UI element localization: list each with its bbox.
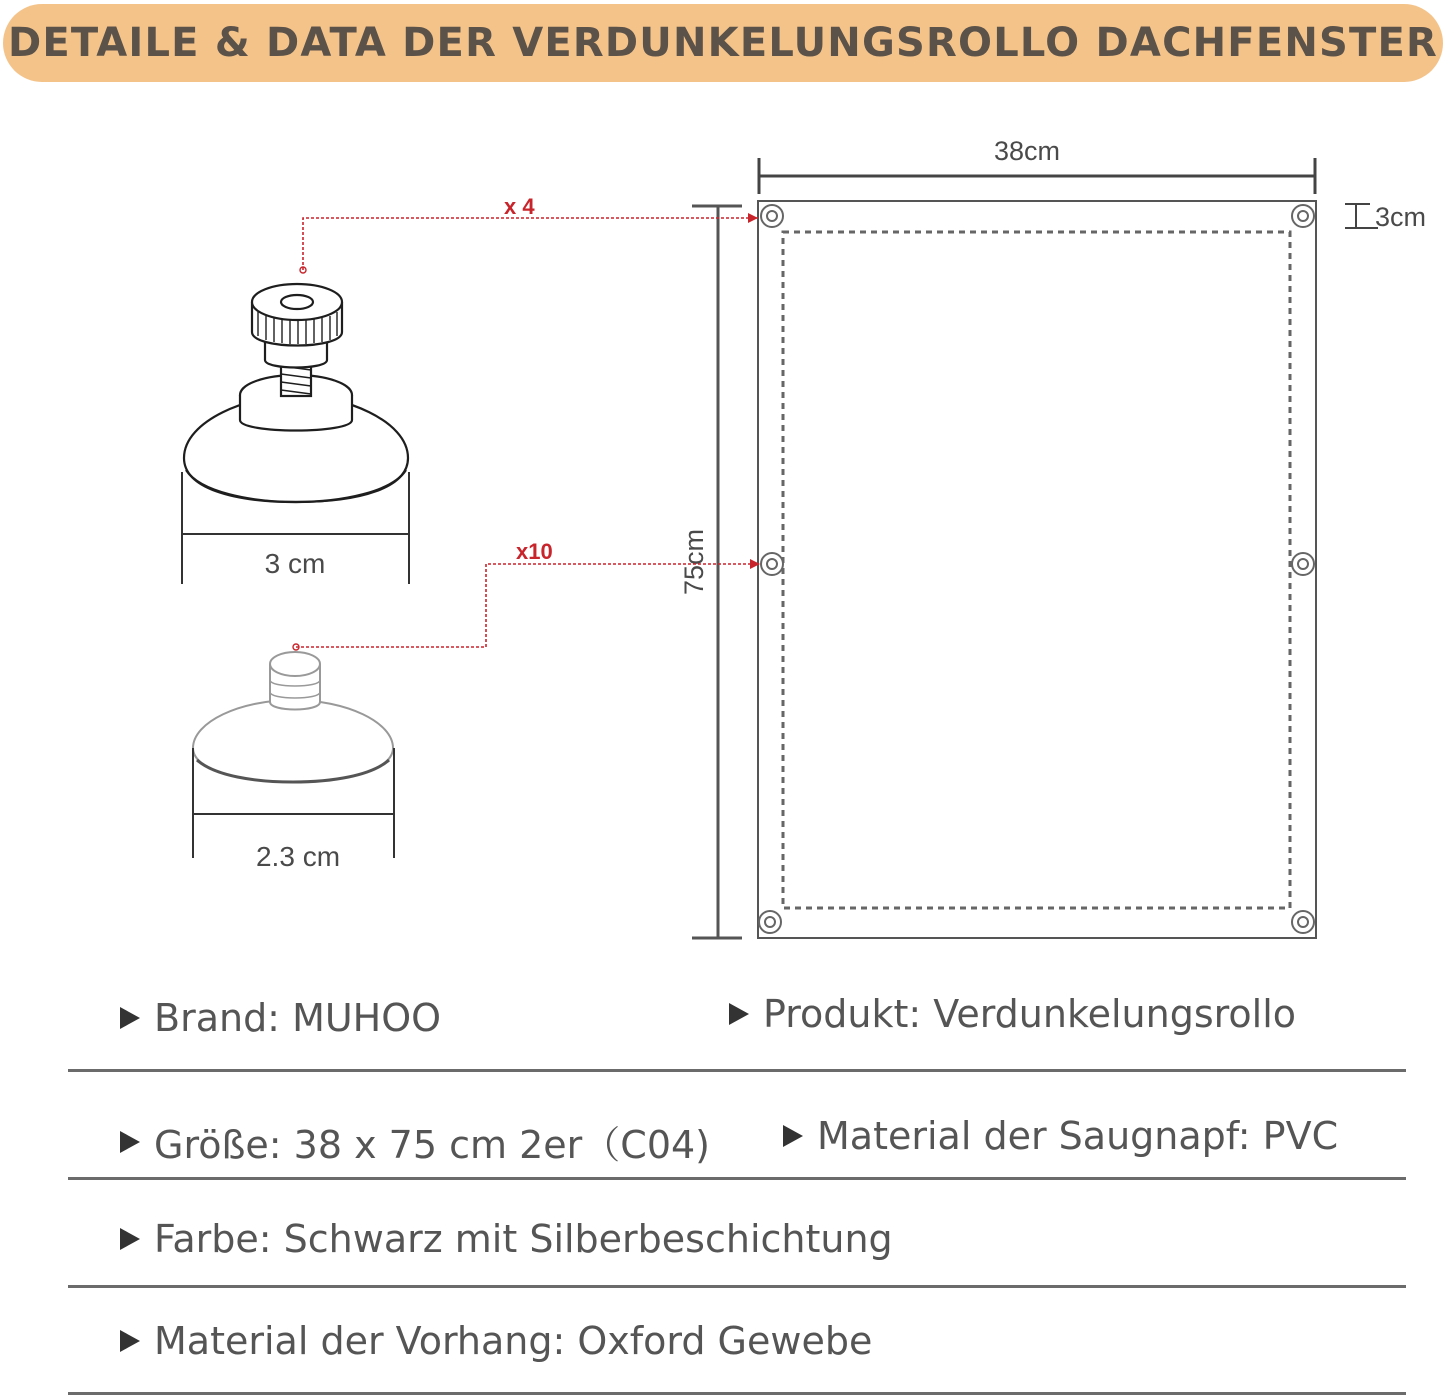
grommet-icon [1292,205,1314,227]
color-text: Farbe: Schwarz mit Silberbeschichtung [154,1217,893,1261]
grommet-icon [1292,911,1314,933]
triangle-bullet-icon [729,1003,749,1025]
grommet-icons [759,205,1314,933]
width-label: 38cm [993,136,1061,166]
height-label: 75cm [679,528,709,596]
small-cup-quantity: x10 [516,539,553,564]
grommet-icon [759,911,781,933]
small-cup-diameter: 2.3 cm [255,841,341,872]
curtain-outline [758,201,1316,938]
triangle-bullet-icon [120,1131,140,1153]
size-text: Größe: 38 x 75 cm 2er（C04) [154,1123,710,1167]
cup-material-text: Material der Saugnapf: PVC [817,1114,1339,1158]
divider [68,1177,1406,1180]
triangle-bullet-icon [120,1007,140,1029]
spec-color [120,1217,893,1261]
divider [68,1069,1406,1072]
curtain-material-text: Material der Vorhang: Oxford Gewebe [154,1319,873,1363]
large-cup-diameter: 3 cm [264,548,326,579]
divider [68,1392,1406,1395]
margin-dimension [1345,204,1378,228]
grommet-icon [761,205,783,227]
divider [68,1285,1406,1288]
page-title: DETAILE & DATA DER VERDUNKELUNGSROLLO DACHFENSTER [7,20,1439,66]
triangle-bullet-icon [783,1125,803,1147]
grommet-icon [1292,553,1314,575]
brand-text: Brand: MUHOO [154,996,442,1040]
spec-size [120,1114,710,1169]
triangle-bullet-icon [120,1330,140,1352]
product-text: Produkt: Verdunkelungsrollo [763,992,1297,1036]
margin-label: 3cm [1375,202,1427,232]
spec-curtain-material [120,1319,872,1363]
grommet-icon [761,553,783,575]
spec-brand [120,996,441,1040]
triangle-bullet-icon [120,1228,140,1250]
curtain-inner-dashed [783,232,1290,908]
large-cup-quantity: x 4 [504,194,535,219]
small-suction-cup-icon [193,652,393,782]
large-suction-cup-icon [184,284,408,502]
spec-cup-material [783,1114,1338,1158]
spec-product [729,992,1296,1036]
